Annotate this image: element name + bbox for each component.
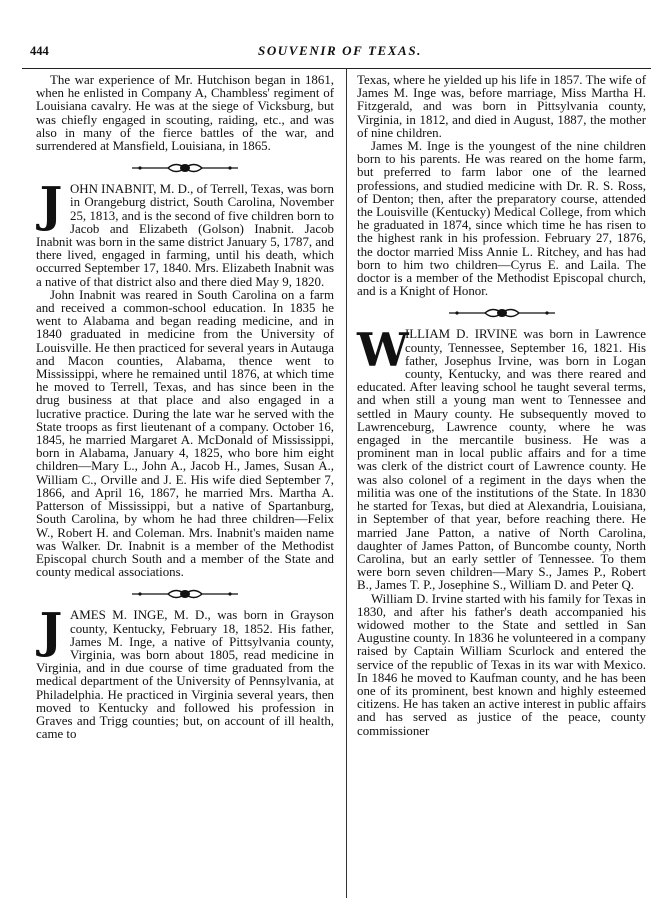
hutchison-war-paragraph: The war experience of Mr. Hutchison began in 1861, when he enlisted in Company A, Chambless' regiment of Louisiana cavalry. He was at the siege of Vicksburg, but was chiefly engaged in scouting, raiding, etc., and was also in many of the fierce battles of the war, and surrendered at Mansfield, Louisiana, in 1865. (36, 73, 334, 154)
left-column (36, 74, 334, 741)
inge-entry (36, 603, 334, 742)
inabnit-career: John Inabnit was reared in South Carolina on a farm and received a common-school education. In 1835 he went to Alabama and began reading medicine, and in 1840 graduated in medicine from the University of Louisville. He then practiced for several years in Autauga and Macon counties, Alabama, thence went to Mississippi, where he remained until 1876, at which time he moved to Terrell, Texas, and has since been in the drug business at that place and also engaged in a lucrative practice. During the late war he served with the State troops as first lieutenant of a company. October 16, 1845, he married Margaret A. McDonald of Mississippi, born in Alabama, January 4, 1825, who bore him eight children—Mary L., John A., Jacob H., James, Susan A., William C., Orville and J. E. His wife died September 7, 1866, and April 16, 1867, he married Mrs. Martha A. Patterson of Mississippi, but a native of Spartanburg, South Carolina, by whom he had three children—Felix W., Robert H. and Coleman. Mrs. Inabnit's maiden name was Walker. Dr. Inabnit is a member of the Methodist Episcopal church South and a member of the State and county medical associations. (36, 287, 334, 580)
irvine-intro: ILLIAM D. IRVINE was born in Lawrence county, Tennessee, September 16, 1821. His father, Josephus Irvine, was born in Logan county, Kentucky, and was there reared and educated. After leaving school he taught several terms, and when still a young man went to Tennessee and settled in Maury county. He subsequently moved to Lawrenceburg, Lawrence county, where he was engaged in the mercantile business. He was a prominent man in local public affairs and for a time was clerk of the district court of Lawrence county. He was also colonel of a regiment in the days when the militia was one of the institutions of the State. In 1830 he started for Texas, but died at Alexandria, Louisiana, in September of that year, before reaching there. He married Jane Patton, a native of North Carolina, daughter of James Patton, of Buncombe county, North Carolina, but an early settler of Tennessee. To them were born seven children—Mary S., James P., Robert B., James T. P., Josephine S., William D. and Peter Q. (357, 327, 646, 593)
right-column (357, 74, 646, 738)
column-divider (346, 68, 347, 898)
inge-career: James M. Inge is the youngest of the nine children born to his parents. He was reared on the home farm, but preferred to farm labor one of the learned professions, and studied medicine with Dr. R. S. Ross, of Denton; then, after the preparatory course, attended the Louisville (Kentucky) Medical College, from which he graduated in 1874, since which time he has risen to the highest rank in his profession. February 27, 1876, the doctor married Miss Annie L. Ritchey, and has had born to him two children—Cyrus E. and Laila. The doctor is a member of the Methodist Episcopal church, and is a Knight of Honor. (357, 139, 646, 299)
inge-father-continued: Texas, where he yielded up his life in 1857. The wife of James M. Inge was, before marriage, Miss Martha H. Fitzgerald, and was born in Pittsylvania county, Virginia, in 1812, and died in August, 1887, the mother of nine children. (357, 73, 646, 140)
section-ornament (36, 586, 334, 603)
page-number: 444 (30, 44, 49, 58)
header-rule (22, 68, 651, 69)
page-header (30, 40, 650, 62)
section-ornament (36, 160, 334, 177)
dropcap-j: J (39, 177, 63, 234)
dropcap-w: W (357, 323, 409, 378)
irvine-entry (357, 323, 646, 738)
inabnit-intro: OHN INABNIT, M. D., of Terrell, Texas, was born in Orangeburg district, South Carolina, November 25, 1813, and is the second of five children born to Jacob and Elizabeth (Golson) Inabnit. Jacob Inabnit was born in the same district January 5, 1787, and there lived, engaged in farming, until his death, which occurred September 17, 1840. Mrs. Elizabeth Inabnit was a native of that district also and there died May 9, 1820. (36, 182, 334, 289)
inge-intro: AMES M. INGE, M. D., was born in Grayson county, Kentucky, February 18, 1852. His father, James M. Inge, a native of Pittsylvania county, Virginia, was born about 1805, read medicine in Virginia, and in due course of time graduated from the medical department of the University of Pennsylvania, at Philadelphia. He practiced in Virginia several years, then moved to Kentucky and followed his profession in Graves and Trigg counties; but, on account of ill health, came to (36, 608, 334, 742)
dropcap-j: J (39, 603, 63, 660)
irvine-texas: William D. Irvine started with his family for Texas in 1830, and after his father's death accompanied his widowed mother to the State and settled in San Augustine county. In 1836 he volunteered in a company raised by Captain William Scurlock and entered the service of the republic of Texas in its war with Mexico. In 1846 he moved to Kaufman county, and he has been one of its prominent, best known and highly esteemed citizens. He has taken an active interest in public affairs and has served as justice of the peace, county commissioner (357, 591, 646, 738)
inabnit-entry (36, 177, 334, 580)
running-title: SOUVENIR OF TEXAS. (257, 43, 423, 58)
section-ornament (357, 305, 646, 322)
